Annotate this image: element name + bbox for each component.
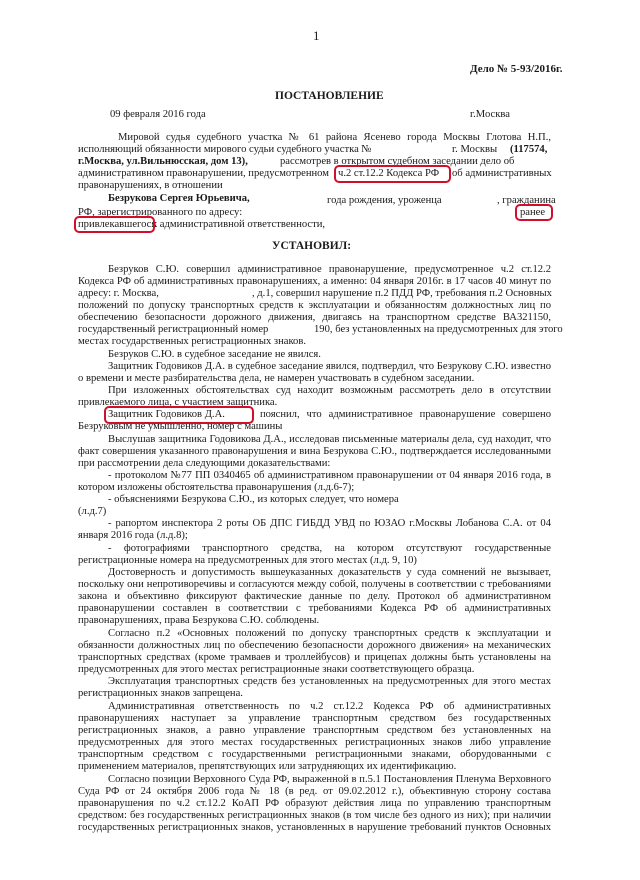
body-line-39: регистрационных знаков, а равно управление транспортным средством без установленных на [78,725,551,736]
body-line-38: правонарушениях наступает за управление транспортным средством без государственных [78,713,551,724]
body-line-13b: пояснил, что административное правонарушение совершено [260,409,551,420]
body-line-26: Достоверность и допустимость вышеуказанных доказательств у суда сомнений не вызывает, [108,567,551,578]
body-line-15: Выслушав защитника Годовикова Д.А., исследовав письменные материалы дела, суд находит, что [108,434,551,445]
intro-line-4a: административном правонарушении, предусмотренном [78,168,329,179]
highlight-defender [104,406,254,424]
body-line-9: Защитник Годовиков Д.А. в судебное заседание явился, подтвердил, что Безрукову С.Ю. известно [108,361,551,372]
body-line-19: котором изложены обстоятельства правонарушения (л.д.6-7); [78,482,355,493]
body-line-4: положений по допуску транспортных средств к эксплуатации и обязанностям должностных лиц по [78,300,551,311]
body-line-6a: государственный регистрационный номер [78,324,269,335]
body-line-47: государственных регистрационных знаков, установленных в нарушение требований пунктов Основных [78,822,551,833]
body-line-25: регистрационные номера на предусмотренных для этого местах (л.д. 9, 10) [78,555,417,566]
body-line-3a: адресу: г. Москва, [78,288,159,299]
document-date: 09 февраля 2016 года [110,109,206,120]
page-number: 1 [313,28,320,43]
intro-line-7a: РФ, зарегистрированного по адресу: [78,207,243,218]
body-line-27: поскольку они непротиворечивы и согласуются между собой, получены в соответствии с требованиями [78,579,551,590]
document-title: ПОСТАНОВЛЕНИЕ [275,90,384,102]
body-line-42: применением материалов, препятствующих или затрудняющих их идентификацию. [78,761,457,772]
body-line-41: транспортным средством с государственными регистрационными знаками, оборудованными с [78,749,551,760]
body-line-5: обеспечению безопасности дорожного движения, двигаясь на транспортном средстве ВА321150, [78,312,551,323]
intro-ranee: ранее [520,207,546,218]
body-line-43: Согласно позиции Верховного Суда РФ, выраженной в п.5.1 Постановления Пленума Верховного [108,774,551,785]
body-line-40: предусмотренных для этого местах государственных регистрационных знаков либо управление [78,737,551,748]
body-line-12: привлекаемого лица, с участием защитника. [78,397,278,408]
article-reference: ч.2 ст.12.2 Кодекса РФ [338,168,440,179]
body-line-14: Безруковым не умышленно, номер с машины [78,421,283,432]
defendant-name: Безрукова Сергея Юрьевича, [108,193,250,204]
body-line-2: Кодекса РФ об административных правонарушениях, а именно: 04 января 2016г. в 17 часов 40 минут по [78,276,551,287]
defender-name: Защитник Годовиков Д.А. [108,409,225,420]
body-line-8: Безруков С.Ю. в судебное заседание не явился. [108,349,321,360]
highlight-privlek [74,216,155,233]
body-line-29: правонарушении составлен в соответствии с требованиями Кодекса РФ об административных [78,603,551,614]
highlight-article [334,165,451,183]
body-line-6b: 190, без установленных на предусмотренных для этого [314,324,563,335]
intro-line-6c: , гражданина [497,195,556,206]
body-line-45: правонарушения по ч.2 ст.12.2 КоАП РФ образуют действия лица по управлению транспортным [78,798,551,809]
body-line-31: Согласно п.2 «Основных положений по допуску транспортных средств к эксплуатации и [108,628,551,639]
highlight-ranee [515,204,553,221]
body-line-46: средством: без государственных регистрационных знаков (в том числе без одного из них); при наличии [78,810,551,821]
intro-line-2b: г. Москвы [452,144,498,155]
body-line-11: При изложенных обстоятельствах суд находит возможным рассмотреть дело в отсутствии [108,385,551,396]
body-line-22: - рапортом инспектора 2 роты ОБ ДПС ГИБДД УВД по ЮЗАО г.Москвы Лобанова С.А. от 04 [108,518,551,529]
intro-line-6b: года рождения, уроженца [327,195,442,206]
body-line-18: - протоколом №77 ПП 0340465 об административном правонарушении от 04 января 2016 года, в [108,470,551,481]
established-title: УСТАНОВИЛ: [272,240,352,252]
body-line-37: Административная ответственность по ч.2 ст.12.2 Кодекса РФ об административных [108,701,551,712]
body-line-23: января 2016 года (л.д.8); [78,530,188,541]
case-number: Дело № 5-93/2016г. [470,63,563,75]
intro-line-5: правонарушениях, в отношении [78,180,223,191]
body-line-21: (л.д.7) [78,506,107,517]
body-line-16: факт совершения указанного правонарушения и вина Безрукова С.Ю., подтверждается исследованными [78,446,551,457]
body-line-3b: , д.1, совершил нарушение п.2 ПДД РФ, требования п.2 Основных [252,288,552,299]
intro-line-1: Мировой судья судебного участка № 61 района Ясенево города Москвы Глотова Н.П., [118,132,551,143]
body-line-33: транспортных средствах (кроме трамваев и троллейбусов) и прицепах должны быть установлены на [78,652,551,663]
body-line-34: предусмотренных для этого местах регистрационные знаки соответствующего образца. [78,664,475,675]
body-line-17: при рассмотрении дела следующими доказательствами: [78,458,331,469]
body-line-20: - объяснениями Безрукова С.Ю., из которых следует, что номера [108,494,399,505]
body-line-10: о времени и месте разбирательства дела, не намерен участвовать в судебном заседании. [78,373,475,384]
body-line-35: Эксплуатация транспортных средств без установленных на предусмотренных для этого местах [108,676,551,687]
body-line-36: регистрационных знаков запрещена. [78,688,243,699]
body-line-7: местах государственных регистрационных знаков. [78,336,306,347]
body-line-24: - фотографиями транспортного средства, на котором отсутствуют государственные [108,543,551,554]
intro-line-2c: (117574, [510,144,548,155]
document-city: г.Москва [470,109,510,120]
intro-line-8b: к административной ответственности, [152,219,326,230]
intro-privlek: привлекавшегося [78,219,157,230]
body-line-44: Суда РФ от 24 октября 2006 года № 18 (в ред. от 09.02.2012 г.), объективную сторону состава [78,786,551,797]
body-line-30: правонарушениях, права Безрукова С.Ю. соблюдены. [78,615,320,626]
intro-line-4c: об административных [452,168,552,179]
intro-line-3b: рассмотрев в открытом судебном заседании дело об [280,156,515,167]
body-line-1: Безруков С.Ю. совершил административное правонарушение, предусмотренное ч.2 ст.12.2 [108,264,551,275]
body-line-32: обязанности должностных лиц по обеспечению безопасности дорожного движения» на механических [78,640,551,651]
intro-line-2a: исполняющий обязанности мирового судьи судебного участка № [78,144,372,155]
body-line-28: закона и объективно фиксируют фактические данные по делу. Протокол об административном [78,591,551,602]
court-address: г.Москва, ул.Вильнюсская, дом 13), [78,156,248,167]
